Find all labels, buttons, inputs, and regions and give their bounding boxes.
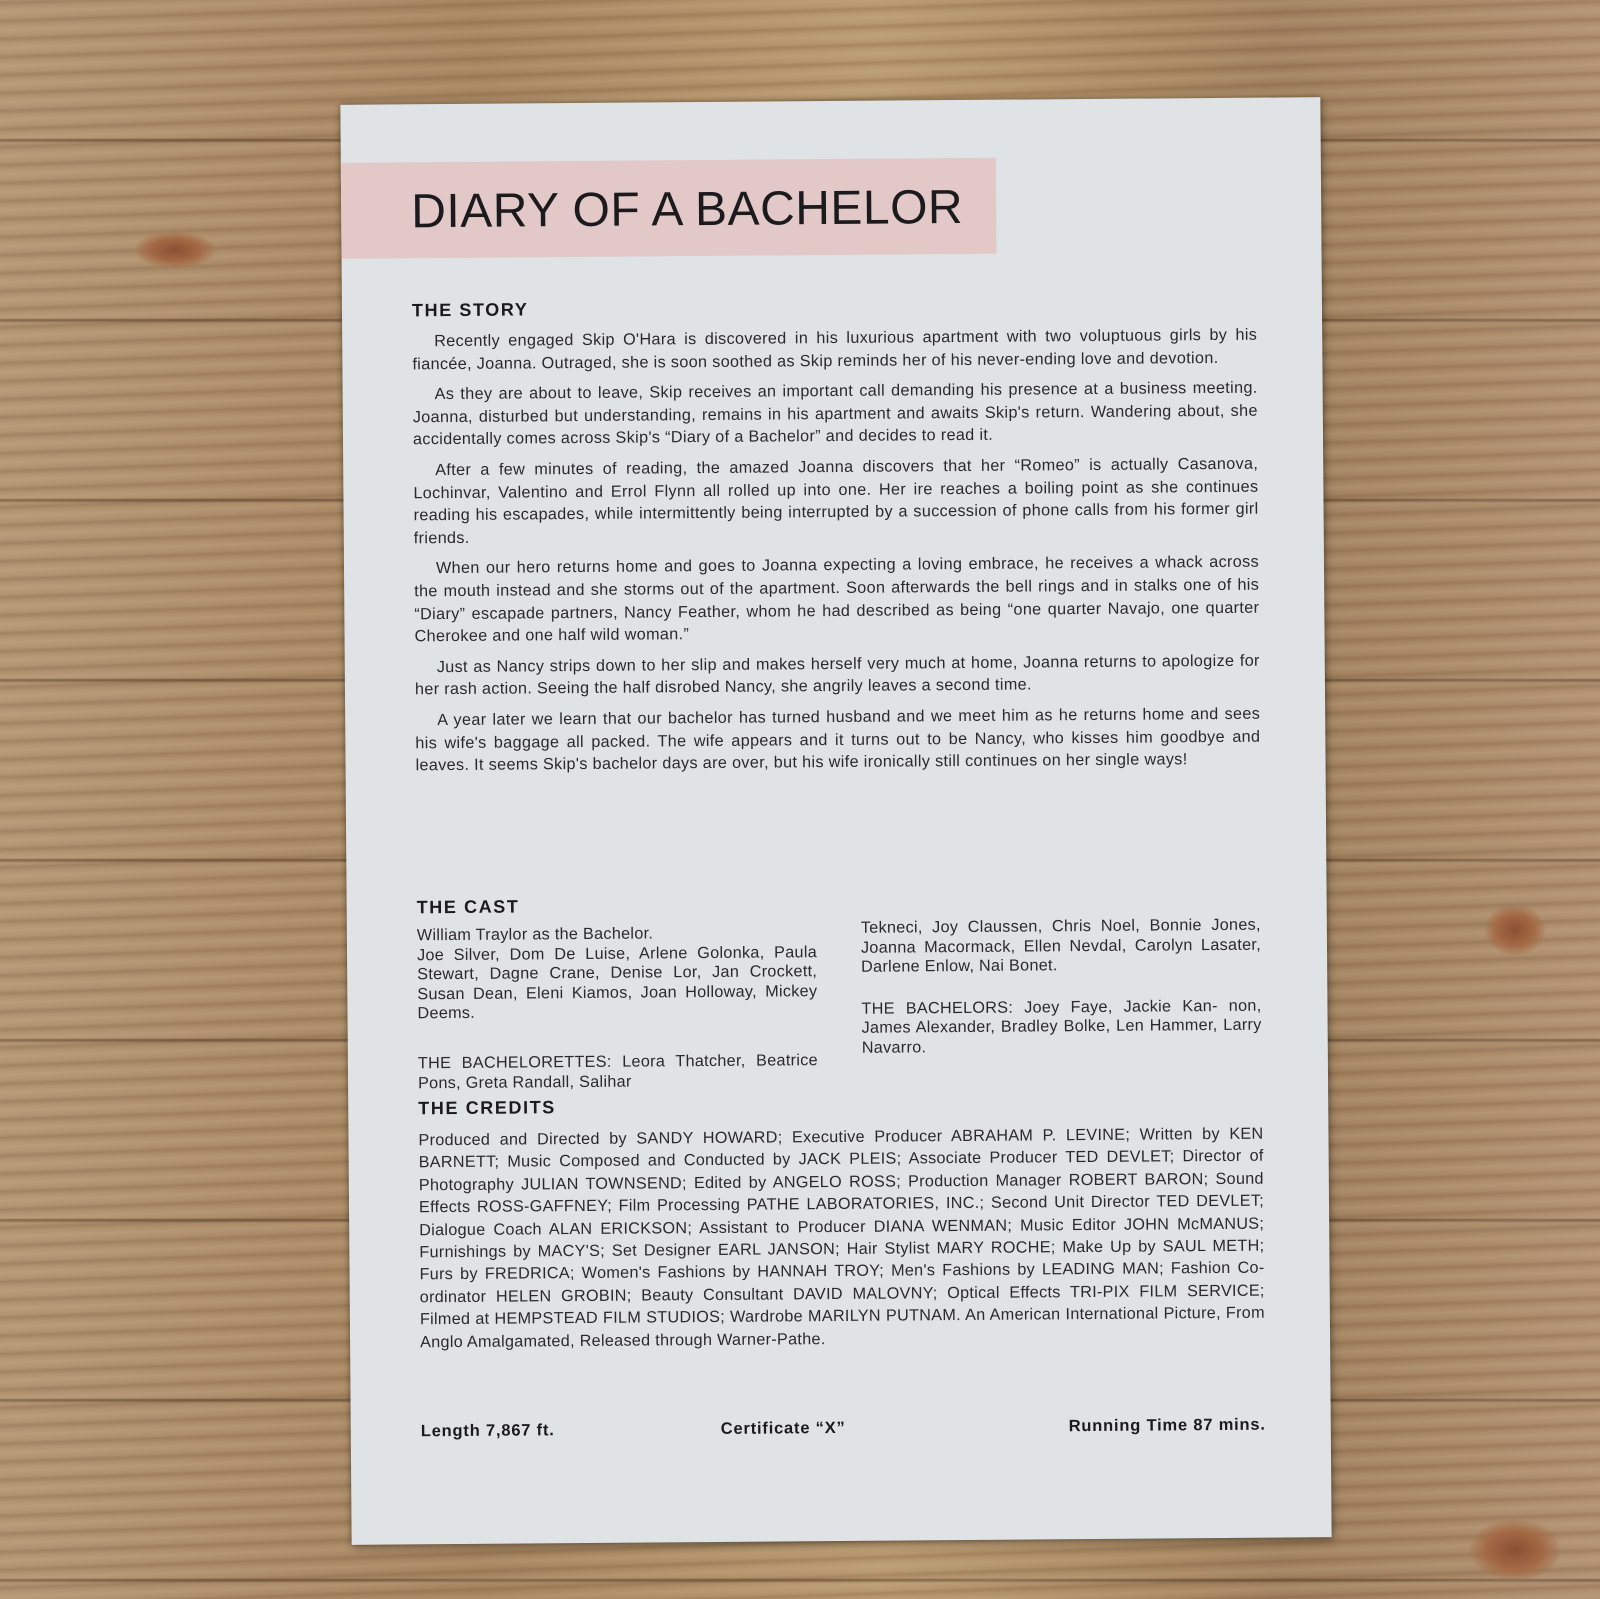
cast-heading: THE CAST bbox=[416, 896, 520, 918]
length-info: Length 7,867 ft. bbox=[420, 1421, 555, 1441]
wood-knot-right bbox=[1485, 905, 1545, 955]
story-paragraph: Recently engaged Skip O'Hara is discovered in his luxurious apartment with two voluptuous girls by his fiancée, Joanna. Outraged, she is soon soothed as Skip reminds her of his never-ending love and devotion. bbox=[412, 325, 1258, 373]
cast-supporting: Joe Silver, Dom De Luise, Arlene Golonka, Paula Stewart, Dagne Crane, Denise Lor, Jan Crockett, Susan Dean, Eleni Kiamos, Joan Holloway, Mickey Deems. bbox=[416, 942, 818, 1023]
story-body bbox=[412, 324, 1261, 785]
cast-left-column bbox=[417, 923, 818, 1093]
story-paragraph: When our hero returns home and goes to Joanna expecting a loving embrace, he receives a whack across the mouth instead and she storms out of the apartment. Soon afterwards the bell rings and in stalks one of his “Diary” escapade partners, Nancy Feather, whom he had described as being “one quarter Navajo, one quarter Cherokee and one half wild woman.” bbox=[414, 553, 1260, 646]
press-sheet bbox=[340, 97, 1331, 1545]
credits-heading: THE CREDITS bbox=[418, 1097, 556, 1119]
cast-body bbox=[416, 915, 1262, 1092]
cast-right-column bbox=[861, 916, 1262, 1059]
wood-knot-left bbox=[135, 232, 215, 268]
footer-info bbox=[421, 1416, 1266, 1447]
story-paragraph: After a few minutes of reading, the amazed Joanna discovers that her “Romeo” is actually Casanova, Lochinvar, Valentino and Errol Flynn all rolled up into one. Her ire reaches a boiling point as she continues reading his escapades, while intermittently being interrupted by a succession of phone calls from his former girl friends. bbox=[413, 454, 1259, 548]
credits-text: Produced and Directed by SANDY HOWARD; Executive Producer ABRAHAM P. LEVINE; Written by KEN BARNETT; Music Composed and Conducted by JACK PLEIS; Associate Producer TED DEVLET; Director of Photography JULIAN TOWNSEND; Edited by ANGELO ROSS; Production Manager ROBERT BARON; Sound Effects ROSS-GAFFNEY; Film Processing PATHE LABORATORIES, INC.; Second Unit Director TED DEVLET; Dialogue Coach ALAN ERICKSON; Assistant to Producer DIANA WENMAN; Music Editor JOHN McMANUS; Furnishings by MACY'S; Set Designer EARL JANSON; Hair Stylist MARY ROCHE; Make Up by SAUL METH; Furs by FREDRICA; Women's Fashions by HANNAH TROY; Men's Fashions by LEADING MAN; Fashion Co-ordinator HELEN GROBIN; Beauty Consultant DAVID MALOVNY; Optical Effects TRI-PIX FILM SERVICE; Filmed at HEMPSTEAD FILM STUDIOS; Wardrobe MARILYN PUTNAM. An American International Picture, From Anglo Amalgamated, Released through Warner-Pathe. bbox=[418, 1124, 1265, 1351]
document-title: DIARY OF A BACHELOR bbox=[410, 180, 964, 239]
cast-bachelorettes-continued: Tekneci, Joy Claussen, Chris Noel, Bonnie Jones, Joanna Macormack, Ellen Nevdal, Carolyn Lasater, Darlene Enlow, Nai Bonet. bbox=[860, 915, 1262, 976]
story-paragraph: Just as Nancy strips down to her slip and makes herself very much at home, Joanna returns to apologize for her rash action. Seeing the half disrobed Nancy, she angrily leaves a second time. bbox=[414, 651, 1260, 699]
cast-lead: William Traylor as the Bachelor. bbox=[416, 924, 654, 945]
story-paragraph: A year later we learn that our bachelor has turned husband and we meet him as he returns home and sees his wife's baggage all packed. The wife appears and it turns out to be Nancy, who kisses him goodbye and leaves. It seems Skip's bachelor days are over, but his wife ironically still continues on her single ways! bbox=[415, 704, 1261, 775]
cast-bachelorettes: THE BACHELORETTES: Leora Thatcher, Beatrice Pons, Greta Randall, Salihar bbox=[417, 1051, 818, 1092]
certificate-info: Certificate “X” bbox=[720, 1418, 846, 1438]
credits-body bbox=[418, 1123, 1265, 1354]
cast-bachelors: THE BACHELORS: Joey Faye, Jackie Kan- non, James Alexander, Bradley Bolke, Len Hammer, Larry Navarro. bbox=[861, 996, 1262, 1057]
running-time-info: Running Time 87 mins. bbox=[1068, 1415, 1266, 1436]
wood-knot-bottom bbox=[1470, 1520, 1560, 1580]
story-heading: THE STORY bbox=[411, 299, 529, 321]
story-paragraph: As they are about to leave, Skip receives an important call demanding his presence at a business meeting. Joanna, disturbed but understanding, remains in his apartment and awaits Skip's return. Wandering about, she accidentally comes across Skip's “Diary of a Bachelor” and decides to read it. bbox=[412, 378, 1258, 449]
